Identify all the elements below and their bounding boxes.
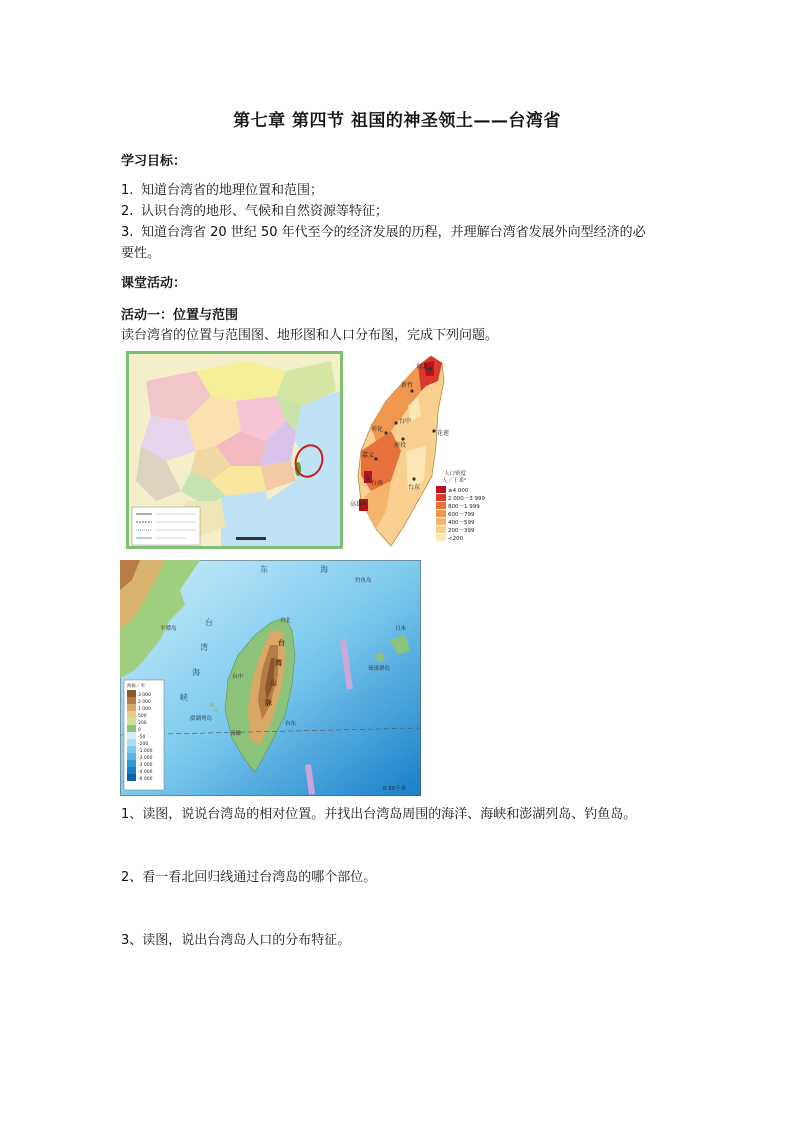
- question-3: 3、读图，说出台湾岛人口的分布特征。: [121, 933, 351, 948]
- terrain-label: 台东: [285, 721, 297, 727]
- taiwan-terrain-map: [120, 560, 421, 796]
- terrain-legend-title: 海拔／米: [127, 684, 145, 689]
- activity1-intro: 读台湾省的位置与范围图、地形图和人口分布图，完成下列问题。: [121, 328, 499, 343]
- terrain-label: 平潭岛: [160, 626, 177, 632]
- city-label: 新竹: [401, 382, 414, 389]
- terrain-legend-label: 200: [138, 721, 147, 726]
- city-label: 南投: [394, 442, 407, 449]
- population-legend-label: 600～799: [448, 512, 475, 518]
- terrain-legend-label: -2 000: [138, 756, 153, 761]
- objectives-heading: 学习目标：: [121, 154, 187, 169]
- terrain-legend-label: 2 000: [138, 700, 151, 705]
- city-label: 台北: [416, 363, 429, 370]
- objective-number: 1.: [121, 183, 134, 198]
- terrain-label: 台: [205, 618, 213, 627]
- population-legend-label: 2 000～3 999: [448, 496, 485, 502]
- terrain-legend-label: 1 000: [138, 707, 151, 712]
- population-legend-unit: 人／千米²: [442, 478, 467, 484]
- objective-text: 知道台湾省的地理位置和范围；: [141, 183, 324, 198]
- city-label: 台中: [399, 418, 412, 425]
- objective-text: 知道台湾省 20 世纪 50 年代至今的经济发展的历程，并理解台湾省发展外向型经济的必: [141, 225, 646, 240]
- city-label: 台东: [408, 484, 421, 491]
- terrain-label: 台: [278, 639, 285, 647]
- terrain-label: 台中: [232, 674, 244, 680]
- objective-item-1: [121, 181, 323, 201]
- terrain-legend-label: -1 000: [138, 749, 153, 754]
- question-1: 1、读图，说说台湾岛的相对位置。并找出台湾岛周围的海洋、海峡和澎湖列岛、钓鱼岛。: [121, 807, 637, 822]
- population-legend-label: <200: [448, 536, 464, 542]
- china-location-map: [126, 351, 343, 549]
- terrain-label: 琉球群岛: [368, 666, 391, 672]
- terrain-label: 澎湖列岛: [190, 716, 213, 722]
- population-legend-label: ≥4 000: [448, 488, 469, 494]
- city-label: 嘉义: [362, 452, 375, 459]
- terrain-label: 日本: [395, 626, 407, 632]
- terrain-legend-label: -50: [138, 735, 146, 740]
- population-legend-label: 400～599: [448, 520, 475, 526]
- terrain-label: 湾: [275, 659, 282, 667]
- terrain-label: 湾: [200, 643, 208, 652]
- terrain-label: 峡: [180, 693, 188, 702]
- terrain-legend-label: -3 000: [138, 763, 153, 768]
- terrain-label: 台北: [280, 618, 292, 624]
- terrain-label: 海: [192, 668, 200, 677]
- terrain-legend-label: 500: [138, 714, 147, 719]
- activities-heading: 课堂活动：: [121, 276, 187, 291]
- objective-number: 2.: [121, 204, 134, 219]
- terrain-label: 海: [320, 565, 328, 574]
- population-legend-title: 人口密度: [444, 471, 467, 477]
- city-label: 台南: [371, 480, 384, 487]
- city-label: 高雄: [350, 501, 363, 508]
- terrain-scale: 0 50千米: [383, 786, 407, 792]
- terrain-legend-label: -4 000: [138, 770, 153, 775]
- city-label: 花莲: [437, 430, 450, 437]
- terrain-legend-label: 0: [138, 728, 141, 733]
- taiwan-population-map: [346, 351, 488, 549]
- terrain-label: 山: [270, 679, 277, 687]
- terrain-label: 东: [260, 565, 268, 574]
- objective-text: 要性。: [121, 246, 161, 261]
- question-2: 2、看一看北回归线通过台湾岛的哪个部位。: [121, 870, 377, 885]
- population-legend-label: 800～1 999: [448, 504, 480, 510]
- terrain-legend-label: -200: [138, 742, 149, 747]
- terrain-legend-label: -6 000: [138, 777, 153, 782]
- terrain-legend-label: 3 000: [138, 693, 151, 698]
- objective-item-2: [121, 202, 388, 222]
- city-label: 彰化: [371, 426, 384, 433]
- terrain-label: 高雄: [230, 731, 242, 737]
- terrain-label: 钓鱼岛: [355, 578, 372, 584]
- terrain-label: 脉: [265, 699, 272, 707]
- activity1-title: 活动一：位置与范围: [121, 308, 239, 323]
- page-title: 第七章 第四节 祖国的神圣领土——台湾省: [233, 111, 561, 131]
- objective-number: 3.: [121, 225, 134, 240]
- population-legend-label: 200～399: [448, 528, 475, 534]
- objective-text: 认识台湾的地形、气候和自然资源等特征；: [141, 204, 389, 219]
- objective-item-4: [121, 244, 160, 264]
- objective-item-3: [121, 223, 646, 243]
